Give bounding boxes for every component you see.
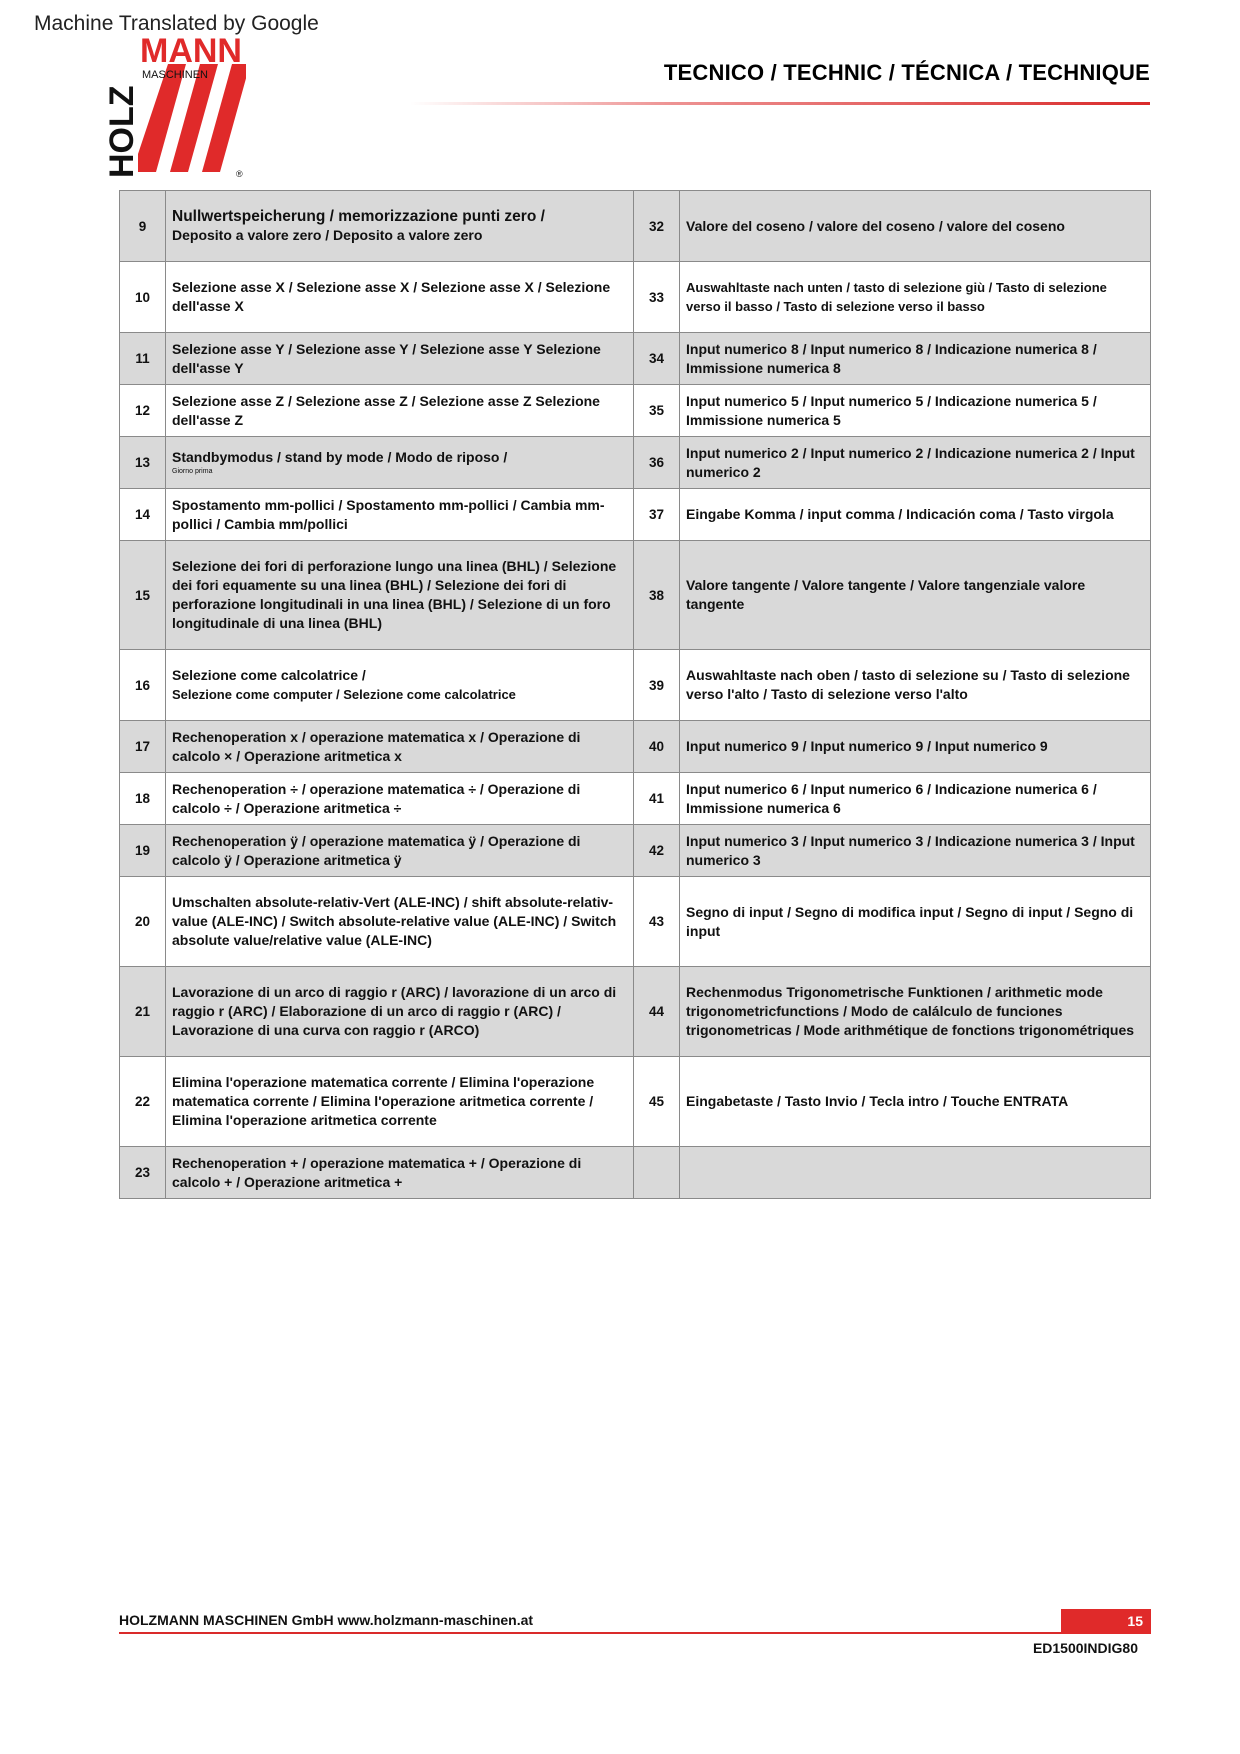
logo-brand-top: MANN [140, 32, 242, 70]
function-description: Rechenoperation + / operazione matematica + / Operazione di calcolo + / Operazione aritmetica + [166, 1147, 634, 1199]
row-number: 45 [634, 1057, 680, 1147]
function-description [166, 191, 634, 262]
function-description [680, 1147, 1151, 1199]
function-description: Valore tangente / Valore tangente / Valore tangenziale valore tangente [680, 541, 1151, 650]
logo-brand-side: HOLZ [103, 85, 141, 178]
function-description: Spostamento mm-pollici / Spostamento mm-pollici / Cambia mm-pollici / Cambia mm/pollici [166, 489, 634, 541]
row-number: 23 [120, 1147, 166, 1199]
function-description-line: Selezione come calcolatrice / [172, 667, 366, 683]
row-number: 9 [120, 191, 166, 262]
row-number: 44 [634, 967, 680, 1057]
function-description: Lavorazione di un arco di raggio r (ARC) / lavorazione di un arco di raggio r (ARC) / Elaborazione di un arco di raggio r (ARC) / Lavorazione di una curva con raggio r (ARCO) [166, 967, 634, 1057]
logo-registered: ® [236, 169, 243, 179]
table-row [120, 489, 1151, 541]
table-row [120, 825, 1151, 877]
table-row [120, 333, 1151, 385]
function-description: Input numerico 2 / Input numerico 2 / Indicazione numerica 2 / Input numerico 2 [680, 437, 1151, 489]
table-row [120, 385, 1151, 437]
row-number: 12 [120, 385, 166, 437]
row-number: 36 [634, 437, 680, 489]
row-number: 15 [120, 541, 166, 650]
function-description: Rechenoperation x / operazione matematica x / Operazione di calcolo × / Operazione aritmetica x [166, 721, 634, 773]
function-description: Elimina l'operazione matematica corrente / Elimina l'operazione matematica corrente / Elimina l'operazione aritmetica corrente / Elimina l'operazione aritmetica corrente [166, 1057, 634, 1147]
row-number: 38 [634, 541, 680, 650]
footer-company: HOLZMANN MASCHINEN GmbH www.holzmann-maschinen.at [119, 1612, 534, 1628]
row-number: 14 [120, 489, 166, 541]
function-description: Input numerico 5 / Input numerico 5 / Indicazione numerica 5 / Immissione numerica 5 [680, 385, 1151, 437]
function-description-line: Selezione come computer / Selezione come calcolatrice [172, 687, 516, 702]
row-number: 40 [634, 721, 680, 773]
function-description: Umschalten absolute-relativ-Vert (ALE-INC) / shift absolute-relativ-value (ALE-INC) / Switch absolute-relative value (ALE-INC) / Switch absolute value/relative value (ALE-INC) [166, 877, 634, 967]
function-description: Valore del coseno / valore del coseno / valore del coseno [680, 191, 1151, 262]
section-title: TECNICO / TECHNIC / TÉCNICA / TECHNIQUE [663, 60, 1150, 85]
function-footnote: Giorno prima [172, 468, 213, 475]
row-number: 11 [120, 333, 166, 385]
table-row [120, 1147, 1151, 1199]
function-description [166, 650, 634, 721]
function-description: Auswahltaste nach oben / tasto di selezione su / Tasto di selezione verso l'alto / Tasto di selezione verso l'alto [680, 650, 1151, 721]
row-number: 37 [634, 489, 680, 541]
row-number: 21 [120, 967, 166, 1057]
row-number: 20 [120, 877, 166, 967]
table-row [120, 773, 1151, 825]
function-description: Eingabe Komma / input comma / Indicación coma / Tasto virgola [680, 489, 1151, 541]
function-description-line: Nullwertspeicherung / memorizzazione punti zero / [172, 208, 545, 225]
function-description: Segno di input / Segno di modifica input / Segno di input / Segno di input [680, 877, 1151, 967]
document-code: ED1500INDIG80 [1032, 1640, 1138, 1656]
function-description: Selezione asse X / Selezione asse X / Selezione asse X / Selezione dell'asse X [166, 262, 634, 333]
row-number: 19 [120, 825, 166, 877]
function-description: Rechenoperation ÷ / operazione matematica ÷ / Operazione di calcolo ÷ / Operazione aritmetica ÷ [166, 773, 634, 825]
table-row [120, 721, 1151, 773]
table-row [120, 650, 1151, 721]
row-number: 32 [634, 191, 680, 262]
function-description: Rechenmodus Trigonometrische Funktionen / arithmetic mode trigonometricfunctions / Modo de calálculo de funciones trigonometricas / Mode arithmétique de fonctions trigonométriques [680, 967, 1151, 1057]
row-number: 22 [120, 1057, 166, 1147]
holzmann-logo [103, 32, 250, 179]
table-row [120, 437, 1151, 489]
function-description: Selezione asse Y / Selezione asse Y / Selezione asse Y Selezione dell'asse Y [166, 333, 634, 385]
row-number: 42 [634, 825, 680, 877]
function-description [166, 437, 634, 489]
row-number: 10 [120, 262, 166, 333]
table-row [120, 967, 1151, 1057]
row-number: 17 [120, 721, 166, 773]
table-row [120, 191, 1151, 262]
machine-translated-banner: Machine Translated by Google [34, 12, 319, 35]
row-number: 16 [120, 650, 166, 721]
row-number: 18 [120, 773, 166, 825]
function-description-line: Deposito a valore zero / Deposito a valore zero [172, 227, 483, 243]
row-number: 39 [634, 650, 680, 721]
footer-rule [119, 1632, 1151, 1634]
function-description: Rechenoperation ÿ / operazione matematica ÿ / Operazione di calcolo ÿ / Operazione aritmetica ÿ [166, 825, 634, 877]
page-number: 15 [1061, 1609, 1151, 1634]
function-description: Eingabetaste / Tasto Invio / Tecla intro / Touche ENTRATA [680, 1057, 1151, 1147]
function-description: Input numerico 3 / Input numerico 3 / Indicazione numerica 3 / Input numerico 3 [680, 825, 1151, 877]
logo-subtitle: MASCHINEN [142, 69, 209, 81]
header-rule [410, 102, 1150, 105]
function-description: Auswahltaste nach unten / tasto di selezione giù / Tasto di selezione verso il basso / Tasto di selezione verso il basso [680, 262, 1151, 333]
row-number: 33 [634, 262, 680, 333]
row-number: 13 [120, 437, 166, 489]
function-description: Input numerico 9 / Input numerico 9 / Input numerico 9 [680, 721, 1151, 773]
function-description: Input numerico 6 / Input numerico 6 / Indicazione numerica 6 / Immissione numerica 6 [680, 773, 1151, 825]
function-description: Selezione asse Z / Selezione asse Z / Selezione asse Z Selezione dell'asse Z [166, 385, 634, 437]
key-function-table [119, 190, 1151, 1199]
row-number [634, 1147, 680, 1199]
table-row [120, 1057, 1151, 1147]
row-number: 43 [634, 877, 680, 967]
row-number: 41 [634, 773, 680, 825]
table-row [120, 541, 1151, 650]
function-description-line: Standbymodus / stand by mode / Modo de riposo / [172, 449, 508, 465]
function-description: Selezione dei fori di perforazione lungo una linea (BHL) / Selezione dei fori equamente su una linea (BHL) / Selezione dei fori di perforazione longitudinali in una linea (BHL) / Selezione di un foro longitudinale di una linea (BHL) [166, 541, 634, 650]
row-number: 34 [634, 333, 680, 385]
row-number: 35 [634, 385, 680, 437]
table-row [120, 877, 1151, 967]
function-description: Input numerico 8 / Input numerico 8 / Indicazione numerica 8 / Immissione numerica 8 [680, 333, 1151, 385]
table-row [120, 262, 1151, 333]
